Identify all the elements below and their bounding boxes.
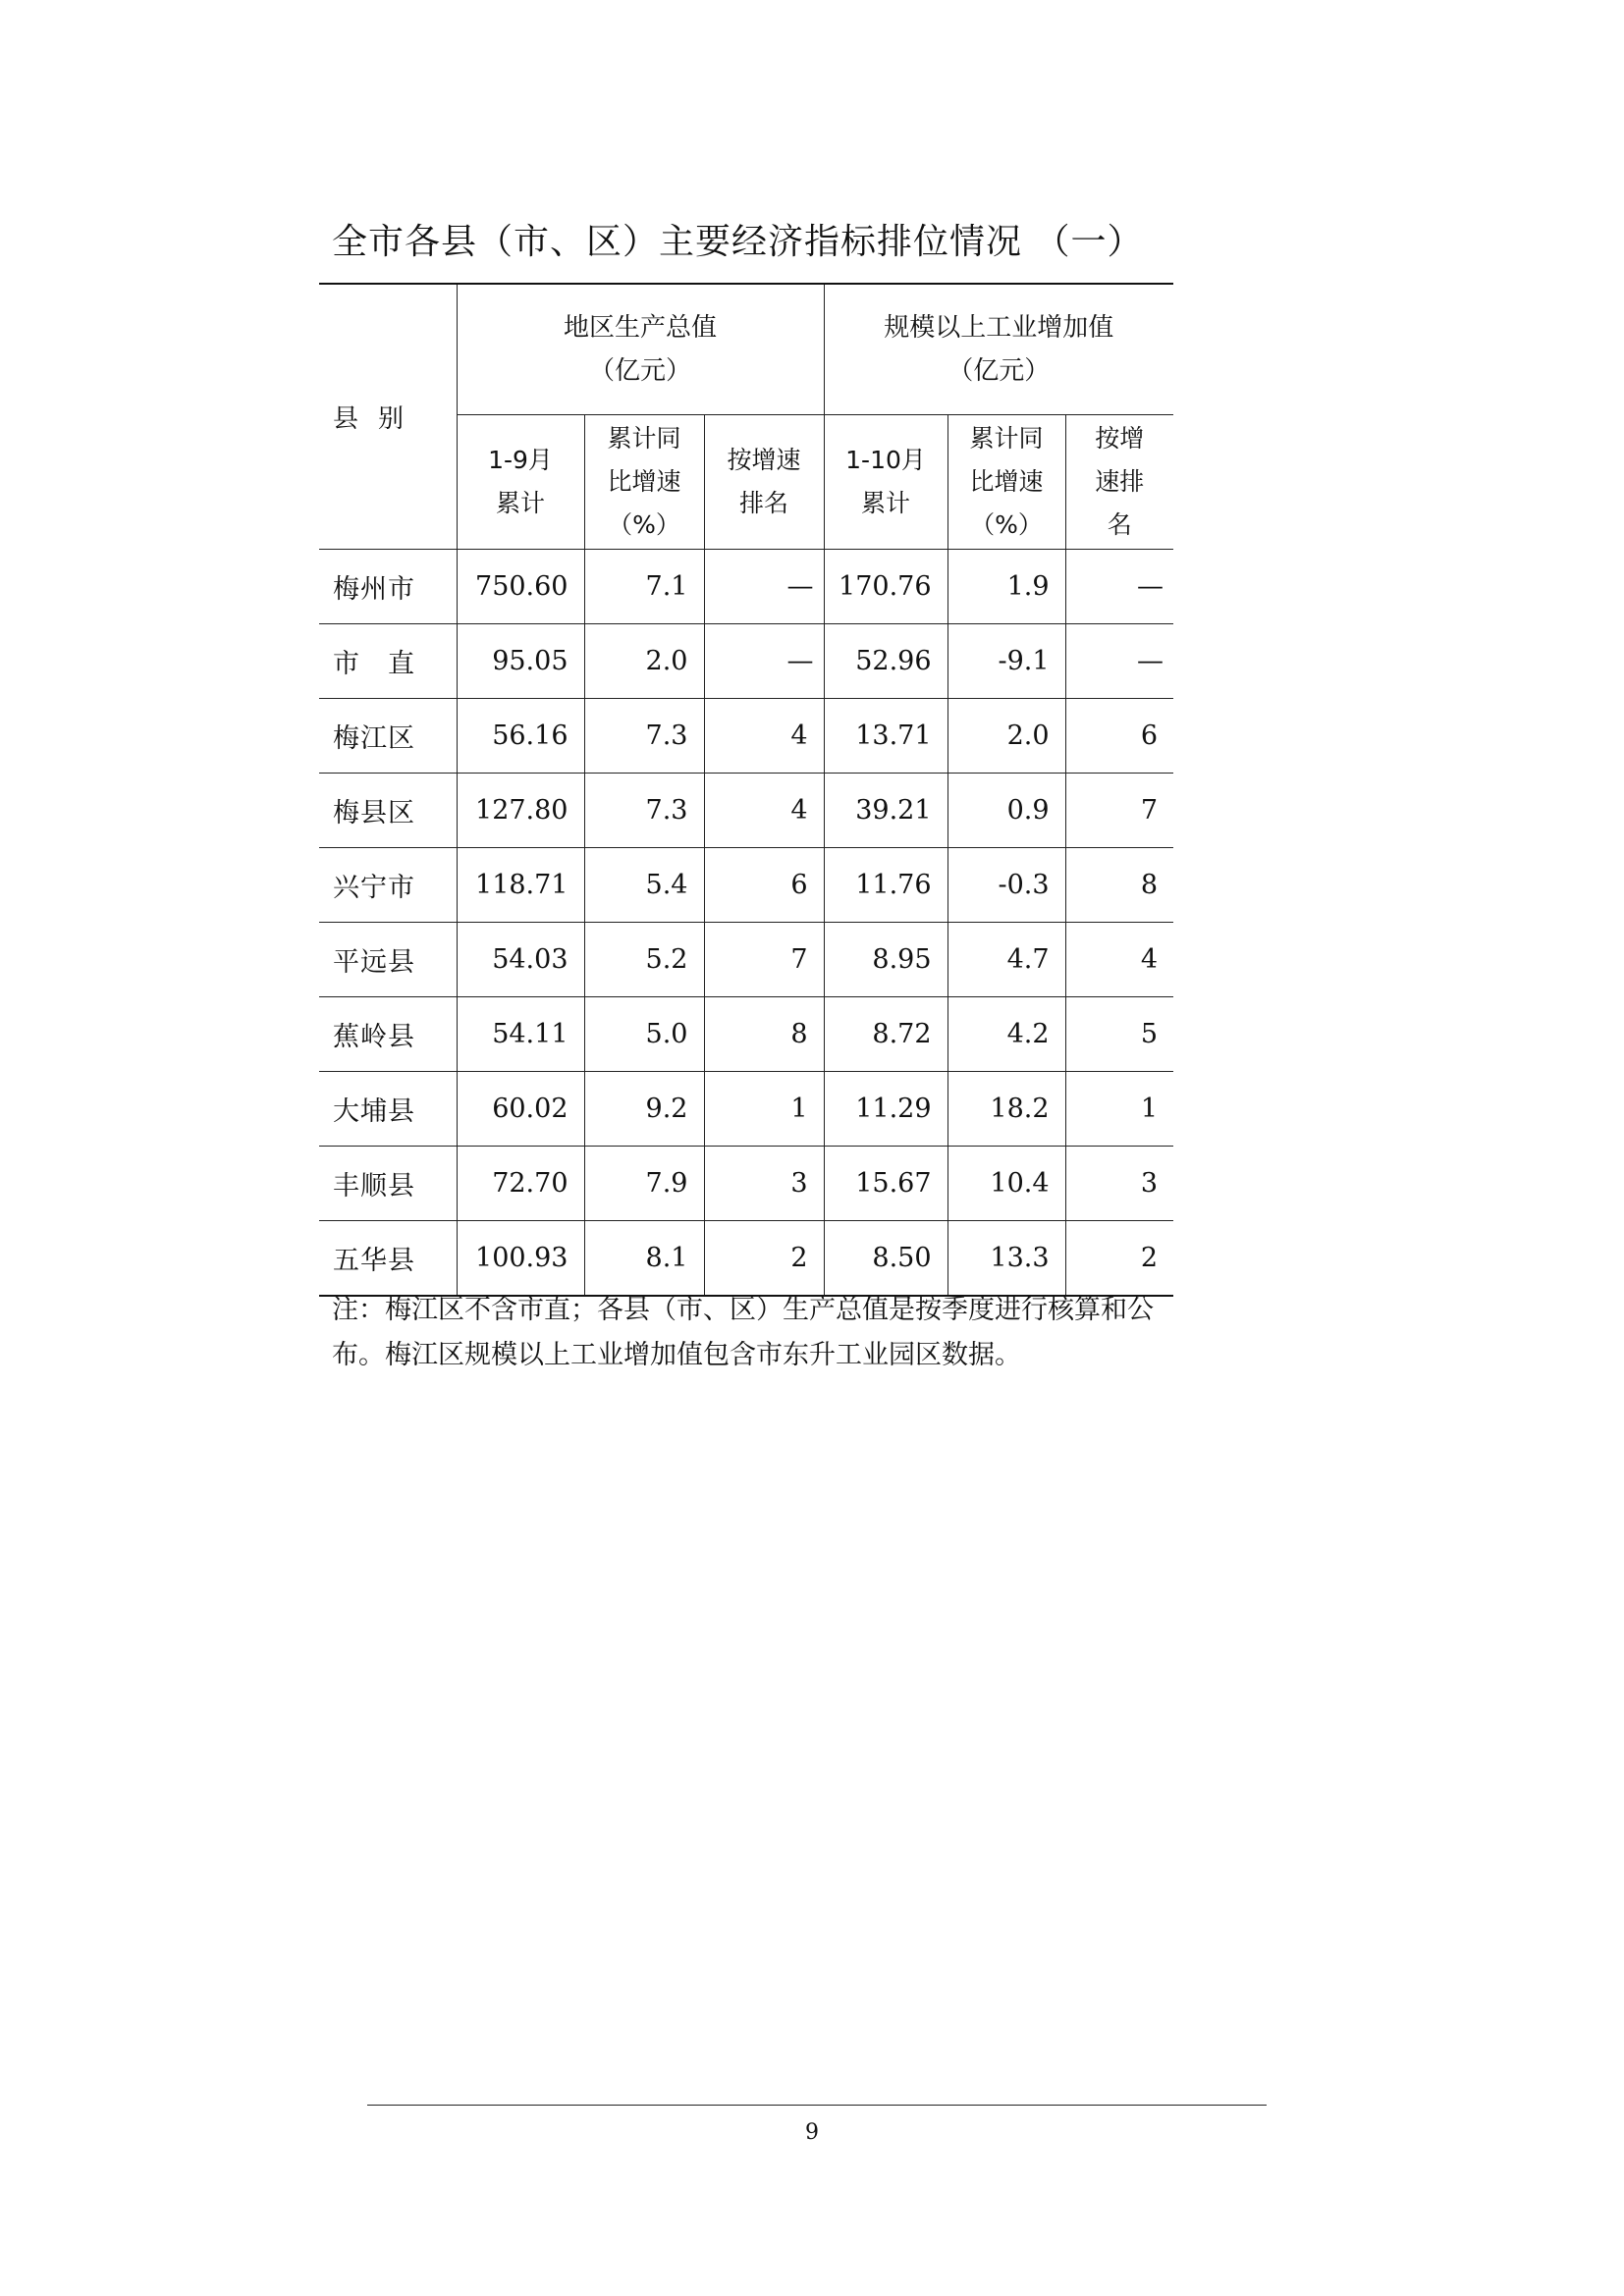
- value-cell: 5: [1065, 997, 1173, 1072]
- industry-group-unit: （亿元）: [947, 356, 1051, 386]
- table-note: 注：梅江区不含市直；各县（市、区）生产总值是按季度进行核算和公布。梅江区规模以上工业增加值包含市东升工业园区数据。: [332, 1295, 1154, 1370]
- value-cell: 118.71: [457, 848, 584, 923]
- value-cell: 4: [704, 699, 824, 774]
- county-name-cell: 蕉岭县: [319, 997, 457, 1072]
- value-cell: 7: [704, 923, 824, 997]
- gdp-group-unit: （亿元）: [589, 356, 692, 386]
- value-cell: 8.72: [824, 997, 947, 1072]
- county-name-cell: 五华县: [319, 1221, 457, 1297]
- table-row: [319, 1147, 1173, 1221]
- value-cell: 11.76: [824, 848, 947, 923]
- value-cell: 5.4: [584, 848, 704, 923]
- economic-indicator-table: [319, 283, 1173, 1297]
- value-cell: —: [1065, 624, 1173, 699]
- county-name-cell: 大埔县: [319, 1072, 457, 1147]
- county-name-cell: 梅江区: [319, 699, 457, 774]
- county-column-header: 县别: [319, 284, 457, 550]
- value-cell: 11.29: [824, 1072, 947, 1147]
- subheader-line: 按增速: [727, 446, 801, 474]
- value-cell: 6: [704, 848, 824, 923]
- value-cell: 1: [704, 1072, 824, 1147]
- value-cell: 170.76: [824, 550, 947, 624]
- county-name-cell: 丰顺县: [319, 1147, 457, 1221]
- value-cell: 10.4: [947, 1147, 1065, 1221]
- table-row: [319, 699, 1173, 774]
- industry-group-header: [824, 284, 1173, 415]
- subheader-line: 1-10月: [845, 446, 926, 474]
- value-cell: 72.70: [457, 1147, 584, 1221]
- value-cell: 95.05: [457, 624, 584, 699]
- value-cell: 54.11: [457, 997, 584, 1072]
- value-cell: 56.16: [457, 699, 584, 774]
- subheader-industry-cumulative: [824, 415, 947, 550]
- subheader-line: （%）: [970, 510, 1043, 539]
- subheader-line: 累计: [861, 489, 911, 517]
- value-cell: 4: [1065, 923, 1173, 997]
- value-cell: 9.2: [584, 1072, 704, 1147]
- subheader-line: 比增速: [969, 467, 1044, 496]
- table-row: [319, 550, 1173, 624]
- subheader-industry-rank: [1065, 415, 1173, 550]
- subheader-line: 1-9月: [488, 446, 553, 474]
- value-cell: 1.9: [947, 550, 1065, 624]
- value-cell: 4.7: [947, 923, 1065, 997]
- value-cell: 7: [1065, 774, 1173, 848]
- value-cell: 13.71: [824, 699, 947, 774]
- subheader-gdp-growth: [584, 415, 704, 550]
- table-row: [319, 1072, 1173, 1147]
- table-row: [319, 624, 1173, 699]
- value-cell: 8.1: [584, 1221, 704, 1297]
- page-number: 9: [805, 2120, 819, 2145]
- value-cell: 2: [1065, 1221, 1173, 1297]
- value-cell: 15.67: [824, 1147, 947, 1221]
- table-header-row: [319, 284, 1173, 415]
- county-name-cell: 市 直: [319, 624, 457, 699]
- value-cell: 4.2: [947, 997, 1065, 1072]
- value-cell: 8: [704, 997, 824, 1072]
- value-cell: 18.2: [947, 1072, 1065, 1147]
- subheader-gdp-cumulative: [457, 415, 584, 550]
- table-row: [319, 774, 1173, 848]
- subheader-line: 比增速: [607, 467, 681, 496]
- value-cell: 2.0: [947, 699, 1065, 774]
- value-cell: 54.03: [457, 923, 584, 997]
- page-title: 全市各县（市、区）主要经济指标排位情况 （一）: [332, 222, 1144, 262]
- value-cell: -9.1: [947, 624, 1065, 699]
- subheader-line: 排名: [739, 489, 789, 517]
- table-row: [319, 848, 1173, 923]
- value-cell: —: [704, 624, 824, 699]
- value-cell: 8.95: [824, 923, 947, 997]
- value-cell: 6: [1065, 699, 1173, 774]
- value-cell: 7.1: [584, 550, 704, 624]
- value-cell: 127.80: [457, 774, 584, 848]
- table-row: [319, 1221, 1173, 1297]
- county-name-cell: 平远县: [319, 923, 457, 997]
- subheader-line: 累计同: [607, 424, 681, 453]
- value-cell: 13.3: [947, 1221, 1065, 1297]
- value-cell: 2.0: [584, 624, 704, 699]
- industry-group-name: 规模以上工业增加值: [884, 313, 1114, 343]
- value-cell: 3: [704, 1147, 824, 1221]
- subheader-gdp-rank: [704, 415, 824, 550]
- gdp-group-name: 地区生产总值: [564, 313, 718, 343]
- value-cell: 7.3: [584, 699, 704, 774]
- value-cell: 39.21: [824, 774, 947, 848]
- subheader-line: 累计同: [969, 424, 1044, 453]
- table-row: [319, 923, 1173, 997]
- footer-divider: [367, 2105, 1267, 2106]
- table-body: [319, 550, 1173, 1297]
- value-cell: 4: [704, 774, 824, 848]
- gdp-group-header: [457, 284, 824, 415]
- county-name-cell: 梅县区: [319, 774, 457, 848]
- value-cell: 3: [1065, 1147, 1173, 1221]
- value-cell: 8.50: [824, 1221, 947, 1297]
- county-name-cell: 梅州市: [319, 550, 457, 624]
- subheader-line: 累计: [495, 489, 545, 517]
- subheader-line: 名: [1107, 510, 1132, 539]
- subheader-industry-growth: [947, 415, 1065, 550]
- value-cell: 5.0: [584, 997, 704, 1072]
- value-cell: —: [1065, 550, 1173, 624]
- subheader-line: （%）: [608, 510, 680, 539]
- value-cell: 2: [704, 1221, 824, 1297]
- value-cell: 750.60: [457, 550, 584, 624]
- value-cell: 7.9: [584, 1147, 704, 1221]
- value-cell: 100.93: [457, 1221, 584, 1297]
- subheader-line: 速排: [1095, 467, 1145, 496]
- value-cell: 5.2: [584, 923, 704, 997]
- county-name-cell: 兴宁市: [319, 848, 457, 923]
- value-cell: 7.3: [584, 774, 704, 848]
- value-cell: 0.9: [947, 774, 1065, 848]
- value-cell: —: [704, 550, 824, 624]
- value-cell: 1: [1065, 1072, 1173, 1147]
- value-cell: 8: [1065, 848, 1173, 923]
- subheader-line: 按增: [1095, 424, 1145, 453]
- value-cell: -0.3: [947, 848, 1065, 923]
- table-row: [319, 997, 1173, 1072]
- value-cell: 52.96: [824, 624, 947, 699]
- value-cell: 60.02: [457, 1072, 584, 1147]
